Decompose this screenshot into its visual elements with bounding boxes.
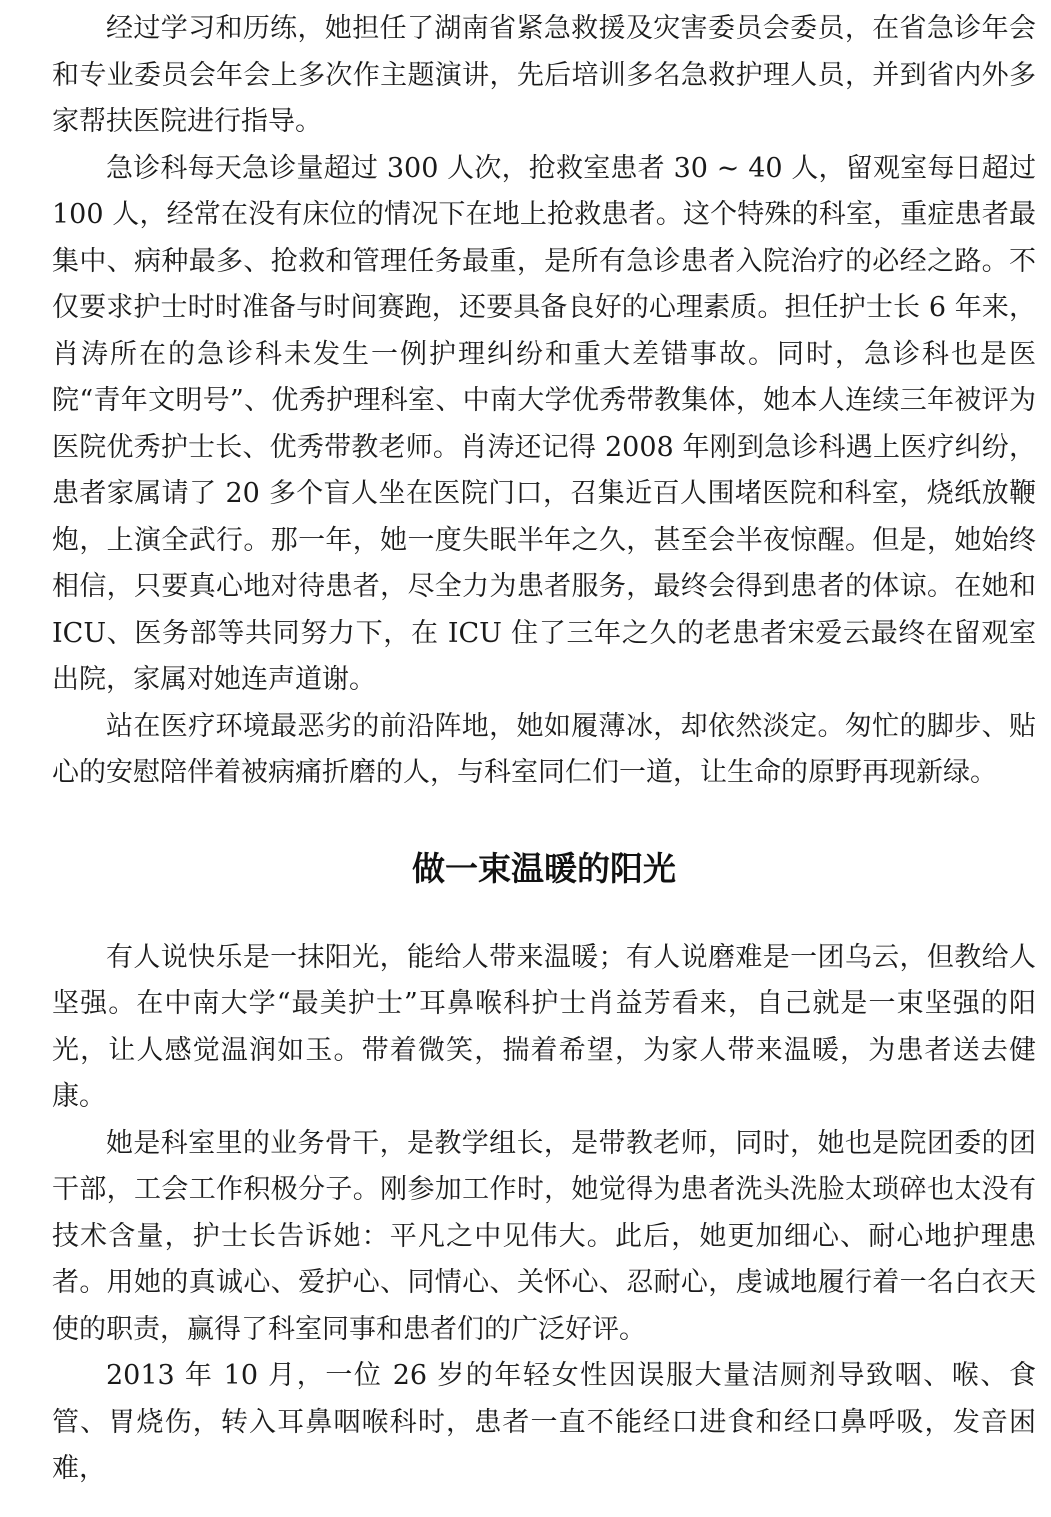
section-title: 做一束温暖的阳光 (412, 848, 676, 888)
paragraph: 她是科室里的业务骨干，是教学组长，是带教老师，同时，她也是院团委的团干部，工会工作积极分子。刚参加工作时，她觉得为患者洗头洗脸太琐碎也太没有技术含量，护士长告诉她：平凡之中见伟大。此后，她更加细心、耐心地护理患者。用她的真诚心、爱护心、同情心、关怀心、忍耐心，虔诚地履行着一名白衣天使的职责，赢得了科室同事和患者们的广泛好评。 (52, 1127, 1036, 1345)
paragraph: 急诊科每天急诊量超过 300 人次，抢救室患者 30 ~ 40 人，留观室每日超过 100 人，经常在没有床位的情况下在地上抢救患者。这个特殊的科室，重症患者最集中、病种最多、抢救和管理任务最重，是所有急诊患者入院治疗的必经之路。不仅要求护士时时准备与时间赛跑，还要具备良好的心理素质。担任护士长 6 年来，肖涛所在的急诊科未发生一例护理纠纷和重大差错事故。同时，急诊科也是医院“青年文明号”、优秀护理科室、中南大学优秀带教集体，她本人连续三年被评为医院优秀护士长、优秀带教老师。肖涛还记得 2008 年刚到急诊科遇上医疗纠纷，患者家属请了 20 多个盲人坐在医院门口，召集近百人围堵医院和科室，烧纸放鞭炮，上演全武行。那一年，她一度失眠半年之久，甚至会半夜惊醒。但是，她始终相信，只要真心地对待患者，尽全力为患者服务，最终会得到患者的体谅。在她和 ICU、医务部等共同努力下，在 ICU 住了三年之久的老患者宋爱云最终在留观室出院，家属对她连声道谢。 (52, 152, 1036, 695)
article-section-sunshine (52, 935, 1036, 1493)
paragraph: 站在医疗环境最恶劣的前沿阵地，她如履薄冰，却依然淡定。匆忙的脚步、贴心的安慰陪伴着被病痛折磨的人，与科室同仁们一道，让生命的原野再现新绿。 (52, 710, 1036, 788)
paragraph: 经过学习和历练，她担任了湖南省紧急救援及灾害委员会委员，在省急诊年会和专业委员会年会上多次作主题演讲，先后培训多名急救护理人员，并到省内外多家帮扶医院进行指导。 (52, 13, 1036, 137)
paragraph: 有人说快乐是一抹阳光，能给人带来温暖；有人说磨难是一团乌云，但教给人坚强。在中南大学“最美护士”耳鼻喉科护士肖益芳看来，自己就是一束坚强的阳光，让人感觉温润如玉。带着微笑，揣着希望，为家人带来温暖，为患者送去健康。 (52, 941, 1036, 1112)
paragraph: 2013 年 10 月，一位 26 岁的年轻女性因误服大量洁厕剂导致咽、喉、食管、胃烧伤，转入耳鼻咽喉科时，患者一直不能经口进食和经口鼻呼吸，发音困难， (52, 1360, 1036, 1484)
document-page (52, 6, 1036, 1493)
article-section-emergency (52, 6, 1036, 797)
